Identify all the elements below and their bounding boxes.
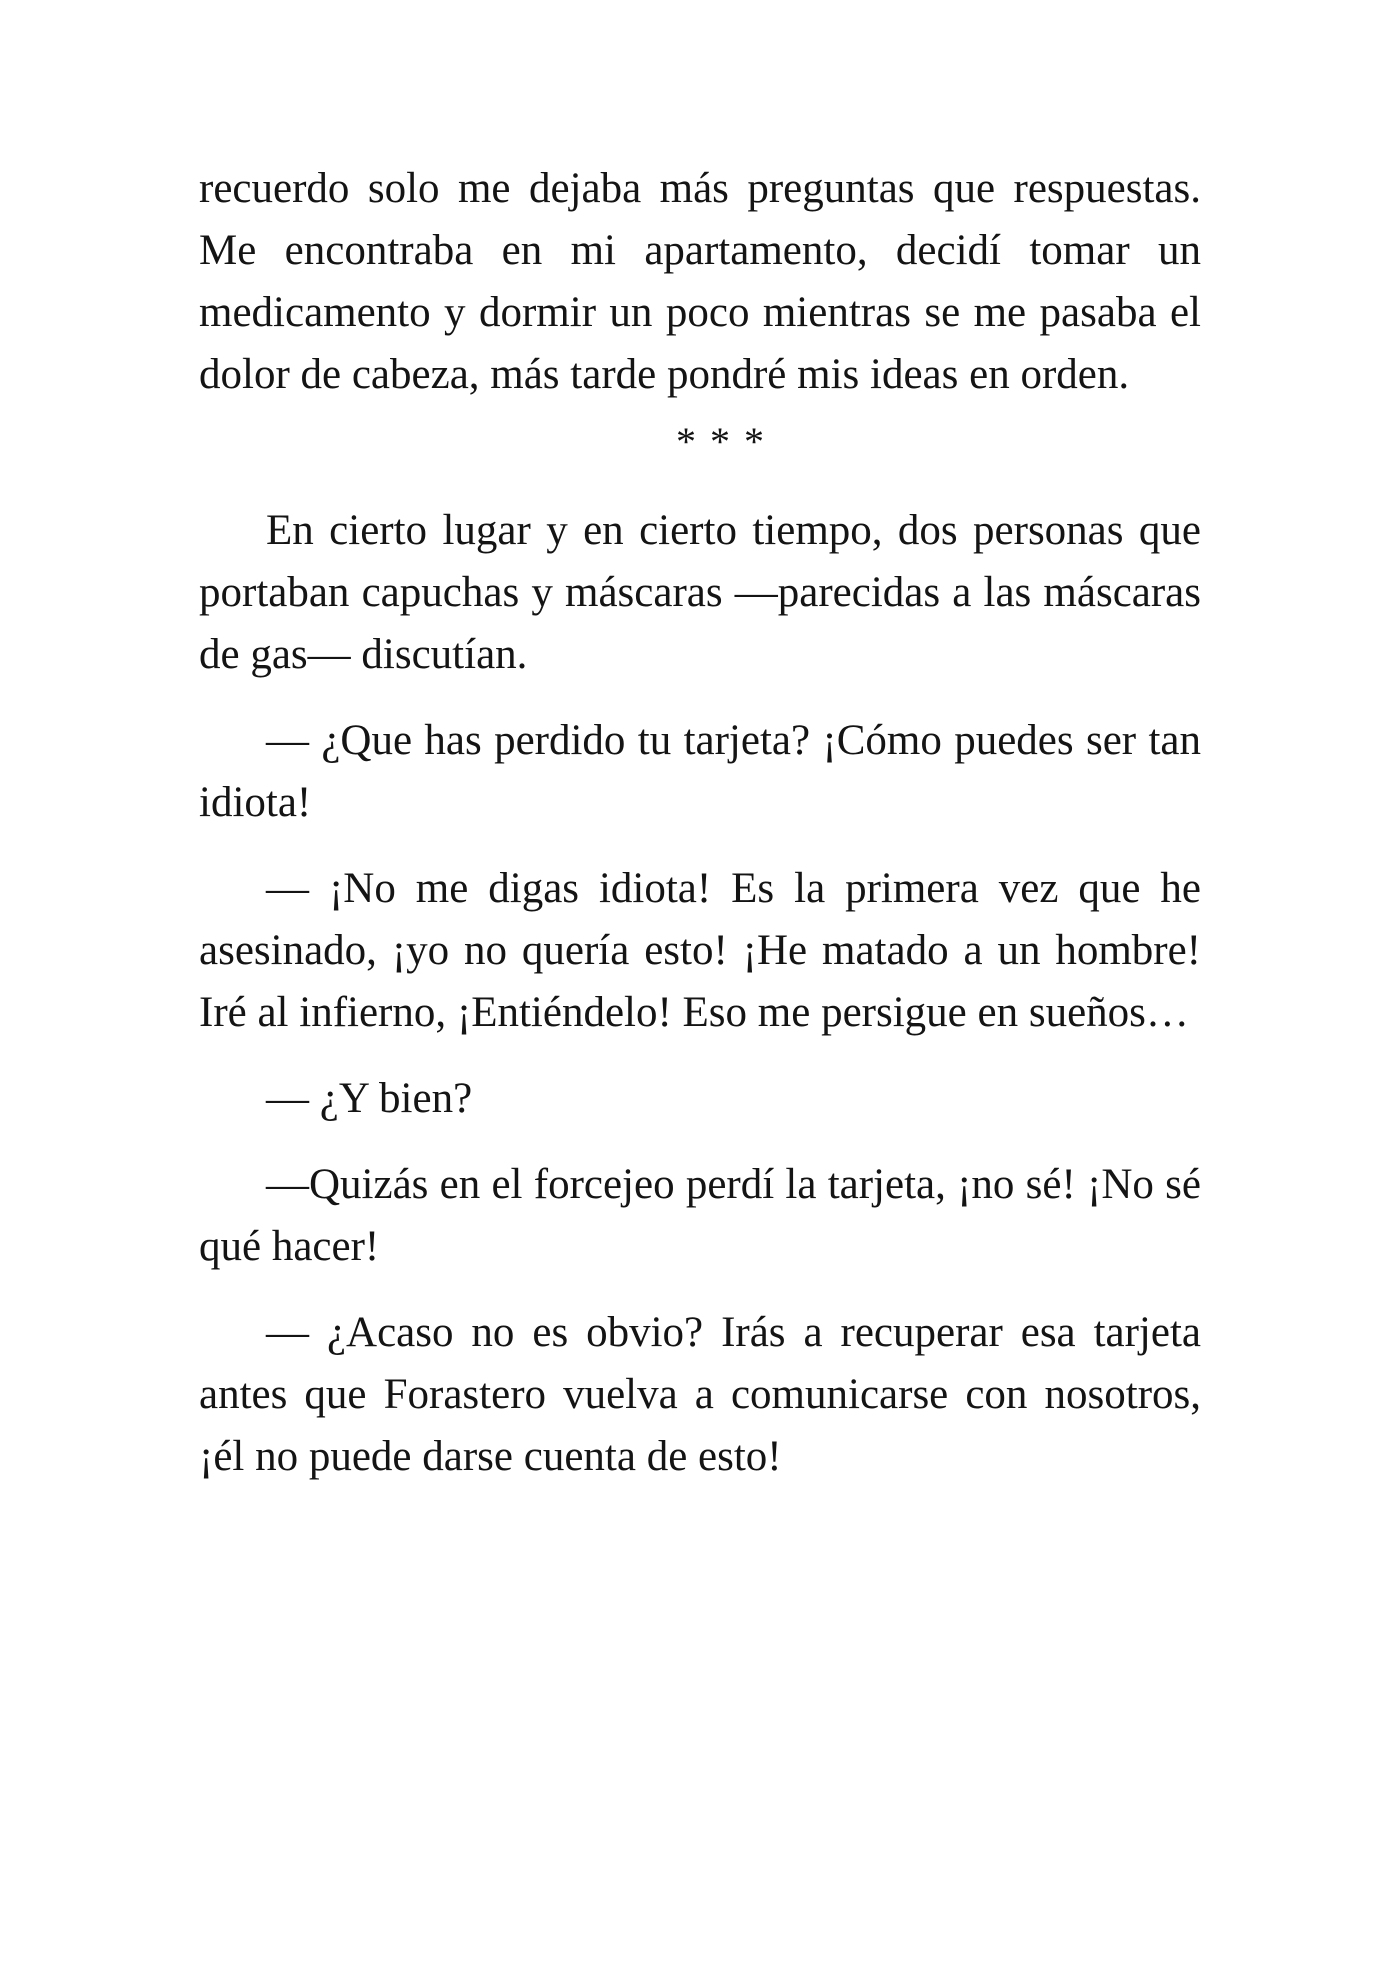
body-text [199, 158, 1201, 1488]
dialogue-line-3: — ¿Y bien? [266, 1075, 473, 1122]
dialogue-line-1: — ¿Que has perdido tu tarjeta? ¡Cómo puedes ser tan idiota! [199, 717, 1201, 826]
paragraph-continued: recuerdo solo me dejaba más preguntas que respuestas. Me encontraba en mi apartamento, decidí tomar un medicamento y dormir un poco mientras se me pasaba el dolor de cabeza, más tarde pondré mis ideas en orden. [199, 165, 1201, 398]
dialogue-line-5: — ¿Acaso no es obvio? Irás a recuperar esa tarjeta antes que Forastero vuelva a comunicarse con nosotros, ¡él no puede darse cuenta de esto! [199, 1309, 1201, 1480]
dialogue-line-4: —Quizás en el forcejeo perdí la tarjeta, ¡no sé! ¡No sé qué hacer! [199, 1161, 1201, 1270]
paragraph-narration: En cierto lugar y en cierto tiempo, dos personas que portaban capuchas y máscaras —parecidas a las máscaras de gas— discutían. [199, 507, 1201, 678]
scene-break: * * * [676, 419, 766, 464]
dialogue-line-2: — ¡No me digas idiota! Es la primera vez que he asesinado, ¡yo no quería esto! ¡He matado a un hombre! Iré al infierno, ¡Entiéndelo! Eso me persigue en sueños… [199, 865, 1201, 1036]
